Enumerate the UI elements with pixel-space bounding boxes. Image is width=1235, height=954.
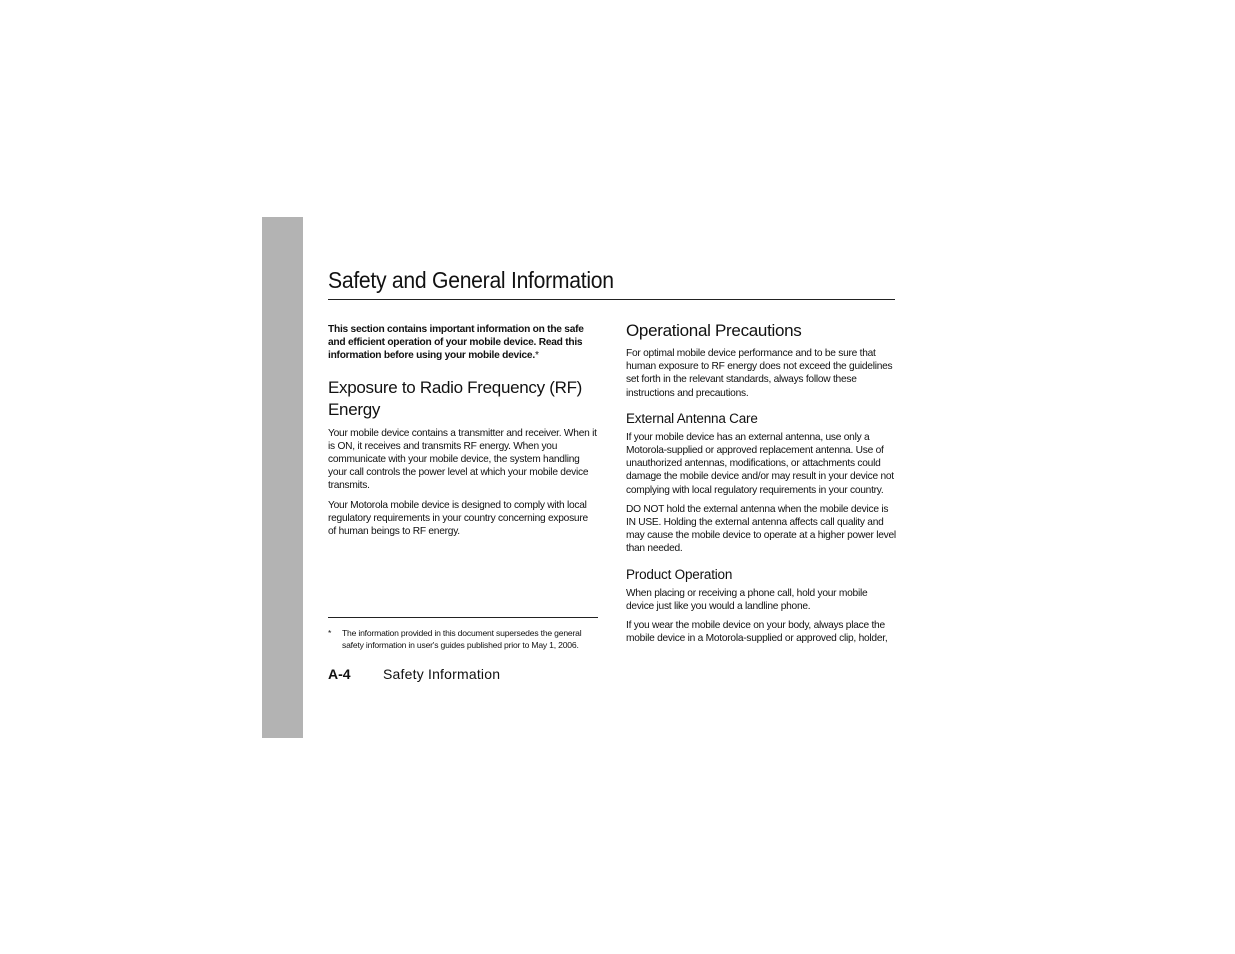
footnote-text: The information provided in this document supersedes the general safety information in user's guides published prior to May 1, 2006. <box>342 628 582 650</box>
footnote-reference: * <box>534 350 539 362</box>
product-paragraph-1: When placing or receiving a phone call, hold your mobile device just like you would a landline phone. <box>626 587 868 612</box>
antenna-paragraph-1: If your mobile device has an external antenna, use only a Motorola-supplied or approved replacement antenna. Use of unauthorized antennas, modifications, or attachments could damage the mobile device and/or may result in your device not complying with local regulatory requirements in your country. <box>626 431 894 496</box>
page-title: Safety and General Information <box>328 267 614 293</box>
rf-paragraph-1: Your mobile device contains a transmitter and receiver. When it is ON, it receives and transmits RF energy. When you communicate with your mobile device, the system handling your call controls the power level at which your mobile device transmits. <box>328 427 597 492</box>
footer-section-title: Safety Information <box>383 666 501 682</box>
footnote-divider <box>328 617 598 618</box>
operational-precautions-paragraph: For optimal mobile device performance and to be sure that human exposure to RF energy does not exceed the guidelines set forth in the relevant standards, always follow these instructions and precautions. <box>626 348 893 399</box>
rf-paragraph-2: Your Motorola mobile device is designed to comply with local regulatory requirements in your country concerning exposure of human beings to RF energy. <box>328 499 588 538</box>
external-antenna-heading: External Antenna Care <box>626 410 758 426</box>
rf-exposure-heading: Exposure to Radio Frequency (RF) Energy <box>328 377 583 419</box>
footnote-mark: * <box>328 628 332 638</box>
title-divider <box>328 299 895 300</box>
page-number: A-4 <box>328 666 351 682</box>
product-operation-heading: Product Operation <box>626 566 733 582</box>
side-thumb-tab <box>262 217 303 738</box>
intro-bold-text: This section contains important information on the safe and efficient operation of your mobile device. Read this information before using your mobile device. <box>328 324 584 362</box>
product-paragraph-2: If you wear the mobile device on your body, always place the mobile device in a Motorola-supplied or approved clip, holder, <box>626 620 888 645</box>
footnote <box>328 628 588 651</box>
left-column <box>328 323 598 544</box>
antenna-paragraph-2: DO NOT hold the external antenna when the mobile device is IN USE. Holding the external antenna affects call quality and may cause the mobile device to operate at a higher power level than needed. <box>626 503 896 555</box>
operational-precautions-heading: Operational Precautions <box>626 321 802 340</box>
page-footer <box>328 665 500 683</box>
intro-paragraph <box>328 323 598 363</box>
right-column <box>626 320 896 651</box>
